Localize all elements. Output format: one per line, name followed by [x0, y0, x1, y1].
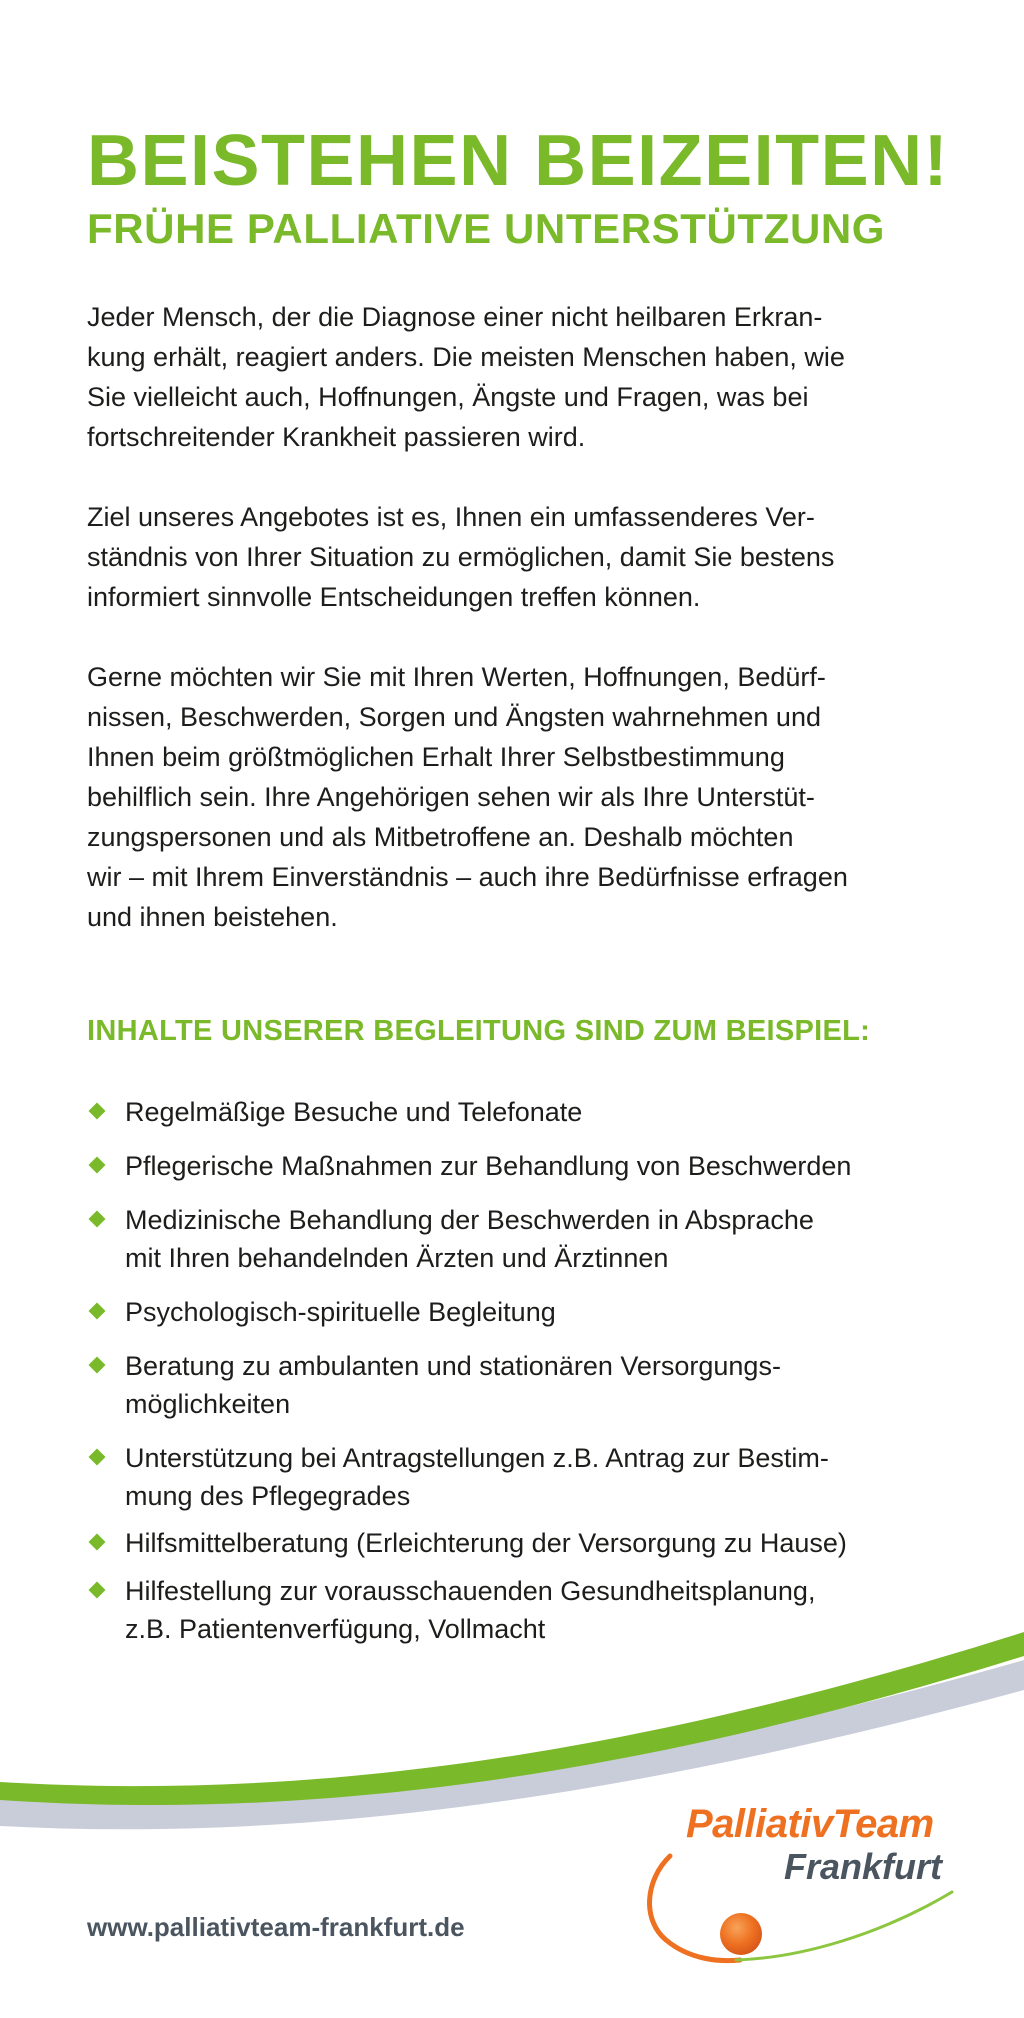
- intro-paragraph-2: [87, 497, 947, 617]
- logo-green-arc: [736, 1892, 952, 1960]
- text-line: fortschreitender Krankheit passieren wird.: [87, 422, 586, 452]
- diamond-bullet-icon: [89, 1157, 106, 1174]
- text-line: Jeder Mensch, der die Diagnose einer nicht heilbaren Erkran-: [87, 302, 823, 332]
- palliativteam-logo: [640, 1800, 970, 1970]
- text-line: ständnis von Ihrer Situation zu ermöglichen, damit Sie bestens: [87, 542, 835, 572]
- text-line: Gerne möchten wir Sie mit Ihren Werten, Hoffnungen, Bedürf-: [87, 662, 826, 692]
- text-line: Unterstützung bei Antragstellungen z.B. Antrag zur Bestim-: [125, 1443, 829, 1473]
- text-line: informiert sinnvolle Entscheidungen treffen können.: [87, 582, 701, 612]
- text-line: möglichkeiten: [125, 1389, 291, 1419]
- list-item-text: [125, 1439, 985, 1515]
- text-line: mit Ihren behandelnden Ärzten und Ärztinnen: [125, 1243, 669, 1273]
- logo-wordmark: PalliativTeam: [686, 1802, 934, 1846]
- text-line: Medizinische Behandlung der Beschwerden in Absprache: [125, 1205, 814, 1235]
- diamond-bullet-icon: [89, 1103, 106, 1120]
- list-item-text: [125, 1147, 985, 1185]
- diamond-bullet-icon: [89, 1449, 106, 1466]
- text-line: wir – mit Ihrem Einverständnis – auch ihre Bedürfnisse erfragen: [87, 862, 848, 892]
- logo-city: Frankfurt: [784, 1846, 943, 1887]
- text-line: und ihnen beistehen.: [87, 902, 338, 932]
- diamond-bullet-icon: [89, 1211, 106, 1228]
- text-line: nissen, Beschwerden, Sorgen und Ängsten wahrnehmen und: [87, 702, 821, 732]
- page-title: BEISTEHEN BEIZEITEN!: [87, 121, 950, 201]
- text-line: z.B. Patientenverfügung, Vollmacht: [125, 1614, 546, 1644]
- logo-orange-ball-icon: [720, 1913, 762, 1955]
- intro-paragraph-3: [87, 657, 947, 937]
- text-line: mung des Pflegegrades: [125, 1481, 411, 1511]
- list-item-text: [125, 1201, 985, 1277]
- page-subtitle: FRÜHE PALLIATIVE UNTERSTÜTZUNG: [87, 205, 886, 252]
- text-line: Pflegerische Maßnahmen zur Behandlung von Beschwerden: [125, 1151, 852, 1181]
- section-title: INHALTE UNSERER BEGLEITUNG SIND ZUM BEISPIEL:: [87, 1015, 871, 1047]
- diamond-bullet-icon: [89, 1357, 106, 1374]
- list-item-text: [125, 1524, 985, 1562]
- website-link[interactable]: www.palliativteam-frankfurt.de: [87, 1912, 465, 1942]
- list-item-text: [125, 1293, 985, 1331]
- text-line: Psychologisch-spirituelle Begleitung: [125, 1297, 556, 1327]
- text-line: zungspersonen und als Mitbetroffene an. Deshalb möchten: [87, 822, 794, 852]
- list-item-text: [125, 1347, 985, 1423]
- text-line: kung erhält, reagiert anders. Die meisten Menschen haben, wie: [87, 342, 845, 372]
- diamond-bullet-icon: [89, 1534, 106, 1551]
- intro-paragraph-1: [87, 297, 947, 457]
- list-item-text: [125, 1093, 985, 1131]
- text-line: Hilfsmittelberatung (Erleichterung der Versorgung zu Hause): [125, 1528, 847, 1558]
- text-line: Regelmäßige Besuche und Telefonate: [125, 1097, 583, 1127]
- text-line: Beratung zu ambulanten und stationären Versorgungs-: [125, 1351, 781, 1381]
- text-line: behilflich sein. Ihre Angehörigen sehen wir als Ihre Unterstüt-: [87, 782, 815, 812]
- text-line: Hilfestellung zur vorausschauenden Gesundheitsplanung,: [125, 1576, 816, 1606]
- text-line: Ihnen beim größtmöglichen Erhalt Ihrer Selbstbestimmung: [87, 742, 785, 772]
- diamond-bullet-icon: [89, 1303, 106, 1320]
- text-line: Ziel unseres Angebotes ist es, Ihnen ein umfassenderes Ver-: [87, 502, 815, 532]
- text-line: Sie vielleicht auch, Hoffnungen, Ängste und Fragen, was bei: [87, 382, 809, 412]
